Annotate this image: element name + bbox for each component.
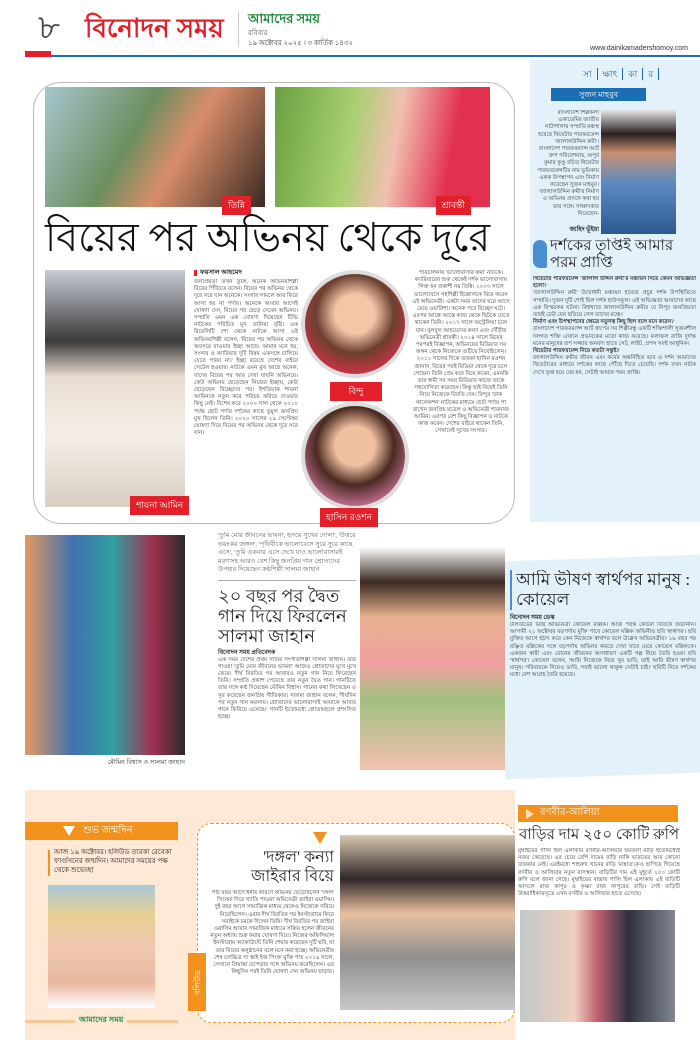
page-number: ৮	[38, 9, 61, 47]
photo-rebecca	[48, 885, 155, 1008]
salma-caption: মৌমিন বিশ্বাস ও সালমা জাহান	[107, 759, 185, 766]
lead-body-col1: জনপ্রিয়তা তখন তুঙ্গে, অনেক অভিনয়শিল্পী বিয়ের পিঁড়িতে বসেন। বিয়ের পর অভিনয় থেকে দূরে সরে যান অনেকে। সংসার সামলে আর ফিরে আসা হয় না পর্দায়। অনেকে আবার আগেই ঘোষণা দেন, বিয়ের পর ছেড়ে দেবেন অভিনয়। সম্প্রতি এমন এক ঘোষণা দিয়েছেন টিভি নাটকের পরিচিত মুখ তানিয়া বৃষ্টি। এক রিয়েলিটি শো থেকে নাটকে আসা এই অভিনয়শিল্পী বলেন, 'বিয়ের পর অভিনয় থেকে অবসরে যাওয়ার ইচ্ছা আছে। আমার মনে হয়, সংসার ও ক্যারিয়ার দুটি বিষয় একসঙ্গে চালিয়ে যেতে পারব না।' ইচ্ছা রয়েছে দেশের বাইরে সেটেল হওয়ার। নাটকে এমন মুখ আছে অনেক, যাদের বিয়ের পর আর দেখা যায়নি অভিনয়ে। কেউ অভিনয় ছেড়েছেন নিজের ইচ্ছায়, কেউ ছেড়েছেন বিচ্ছেদের পর। ইশতিয়াক শায়না আমিনকে নতুন করে পরিচয় করিয়ে দেওয়ার কিছু নেই। বিশেষ করে ২০০০ সাল থেকে ২০১০ পর্যন্ত ছোট পর্দার দর্শকের কাছে তুমুল জনপ্রিয় মুখ ছিলেন তিনি। ২০২০ সালের ২৯ সেপ্টেম্বর ঘোষণা দিয়ে বিয়ের পর অভিনয় থেকে দূরে সরে যান।	[194, 279, 298, 437]
interview-main	[533, 238, 696, 520]
photo-hasin	[301, 402, 409, 510]
lead-byline-row	[194, 268, 298, 277]
header-red-block	[25, 51, 51, 57]
koel-headline: আমি ভীষণ স্বার্থপর মানুষ : কোয়েল	[516, 570, 691, 609]
birthday-header	[25, 822, 178, 840]
birthday-title: শুভ জন্মদিন	[83, 824, 133, 836]
title-part: ক্ষাৎ	[598, 68, 624, 80]
rule	[218, 580, 356, 581]
triangle-icon	[313, 832, 327, 844]
label-srabonti: শ্রাবন্তী	[436, 196, 471, 215]
salma-quote: 'তুমি মোর জীবনের ভাবনা, হৃদয়ে সুখের দোলা', 'উত্তরে ভয়ংকর জঙ্গল', 'পৃথিবীকে ভালোবেসে সুরে সুরে কাছে এসে', 'তুমি একবার এসে দেখে যাও ভালোবাসারই মরণ'সহ আরও বেশ কিছু জনপ্রিয় গান শ্রোতাদের উপহার দিয়েছেন কণ্ঠশিল্পী সালমা জাহান	[218, 532, 356, 573]
header-rule	[25, 55, 700, 57]
play-icon	[526, 809, 534, 819]
date: ১৯ অক্টোবর ২০২৫ । ৩ কার্তিক ১৪৩২	[248, 39, 353, 47]
photo-shayna	[45, 270, 185, 507]
paper-name: আমাদের সময়	[248, 11, 321, 26]
lead-body-col2: পরিচালনায় 'ভালোবাসার কথা' নাটকে। ক্যারিয়ারের শুরু থেকেই দর্শক ভালোবাসায় সিক্ত হন প্রকাশী নয় তিন্নি। ২০০৩ সালে ভালোবেসে সহশিল্পী হিল্লোলকে বিয়ে করেন এই অভিনেত্রী। একটা সময় তাদের ঘরে আসে মেয়ে ওয়ারিশা। অনেক পরে বিচ্ছেদ ঘটে। এরপর আস্তে আস্তে কাজ থেকে ছিটকে যেতে থাকেন তিনি। ২০১৭ সালে অস্ট্রেলিয়া চলে যান। বুলবুল আহমেদের কন্যা এবং দৌঁড়ীর অভিনেত্রী শ্রাবন্তী। ২০১৪ সালে বিয়ের পরপরই বিজ্ঞাপন, অভিনয়ের মিডিয়ার সব অঙ্গন থেকে নিজেকে গুটিয়ে নিয়েছিলেন। ২০১১ সালের দিকে তারকা হাসিন রওশন জানান, বিয়ের পরই মিডিয়া থেকে দূরে চলে গেছেন। তিনি প্রেম করে বিয়ে করেন, এমনকি তার স্বামী সব সময় মিডিয়ার কাজে তাকে সহযোগিতা করেছেন। কিন্তু ছাই বিয়েই তিনি নিয়ে নিজেকে বিরতি দেন। বিন্দুর 'ডাক কালেকশন' নাটকের মাধ্যমে ছোট পর্দায় পা রাখেন জনপ্রিয় মডেল ও অভিনেত্রী শাবনাজ আমিন। এরপর বেশ কিছু বিজ্ঞাপন ও নাটকে কাজ করেন। দেশের বাইরে থাকেন তিনি, সেখানেই সুখের সংসার।	[412, 270, 510, 435]
ranbir-headline: বাড়ির দাম ২৫০ কোটি রুপি	[518, 827, 680, 843]
birthday-paper-logo: আমাদের সময়	[75, 1014, 127, 1025]
interview-section-title	[578, 68, 659, 80]
day: রবিবার	[248, 29, 268, 37]
zaira-body: পাঁচ বছর আগে ধর্মীয় কারণে অভিনয় ছেড়েছিলেন 'দঙ্গল' সিনেমা দিয়ে খ্যাতি পাওয়া অভিনেত্রী জাইরা ওয়াসিম। দুই বছর আগে সামাজিক মাধ্যম থেকেও নিজেকে সরিয়ে নিয়েছিলেন। এবার দীর্ঘ বিরতির পর ইনস্টাগ্রামে ফিরে সবাইকে চমকে দিলেন তিনি। দীর্ঘ বিরতির পর জাইরা ওয়াসিম আবার সামাজিক মাধ্যমে সক্রিয় হলেন জীবনের নতুন অধ্যায় শুরু করার ঘোষণা দিয়ে। নিজের অফিসিয়াল ইনস্টাগ্রাম অ্যাকাউন্টে তিনি শেয়ার করেছেন দুটি ছবি, যা তার বিয়ের অনুষ্ঠানের বলে মনে করা হচ্ছে। অভিনেত্রীর শেষ চলচ্চিত্র 'দ্য স্কাই ইজ পিংক' মুক্তি পায় ২০১৯ সালে, সেখানে প্রিয়াঙ্কা চোপড়ার সঙ্গে অভিনয় করেছিলেন। এর কিছুদিন পরই তিনি ঘোষণা দেন অভিনয় ছাড়ার।	[210, 890, 334, 976]
interviewer: জাহিদ ভূঁইয়া	[569, 227, 599, 233]
salma-story	[218, 532, 356, 756]
zaira-headline: 'দঙ্গল' কন্যা জাইরার বিয়ে	[251, 849, 334, 885]
website-link[interactable]: www.dainikamadershomoy.com	[590, 45, 688, 52]
bollywood-tab-label: বলিউড	[192, 969, 202, 995]
ranbir-story	[518, 825, 680, 905]
label-shayna: শায়না আমিন	[130, 496, 189, 515]
birthday-accent	[48, 850, 50, 876]
byline-marker	[194, 270, 197, 276]
interview-headline: দর্শকের তৃপ্তিই আমার পরম প্রাপ্তি	[550, 238, 674, 271]
title-part: র	[643, 68, 659, 80]
title-part: কা	[623, 68, 643, 80]
answer: 'জালালউদ্দিন রুমী' উদ্বোধনী মঞ্চায়ন হয়েছে প্রচুর দর্শক উপস্থিতিতে সম্প্রতি। দুজন দুটি শোই ছিল দর্শক হাউসফুল। এই অভিজ্ঞতা আমাদের কাছে এক বিস্ময়কর ঘটনা। বিশ্বখ্যাত জালালউদ্দিন রুমীর যে নিগূঢ় জনপ্রিয়তা তারই ঢেউ যেন ছড়িয়ে গেল তাদের মঞ্চে।	[533, 290, 696, 319]
ranbir-body: মুম্বাইয়ের পালি হিল এলাকায় রণবীর-আলিয়ার ছয়তলা বাড়ি ইতোমধ্যেই নজর কেড়েছে। এর চেয়ে বেশি দামের বাড়ি নাকি ভারতের আর কোনো তারকার নেই। এরইমধ্যে শাহরুখ খানের বাড়ি 'মান্নাত'কেও ছাপিয়ে গিয়েছে রণবীর ও আলিয়ার নতুন বাসস্থান। বাড়িটির দাম এই মুহূর্তে ২৫০ কোটি রুপি বলে জানা গেছে। মুম্বাইয়ের বান্দ্রার পালি হিল এলাকায় এই বাড়িটি আসলে রাজ কাপুর ও কৃষ্ণা রাজ কাপুরের বাড়ি। সেই বাড়িটি উত্তরাধিকারসূত্রে এখন রণবীর ও আলিয়ার হাতে এসেছে।	[518, 848, 680, 898]
divider	[238, 12, 239, 47]
ranbir-header	[518, 805, 678, 822]
salma-byline: বিনোদন সময় প্রতিবেদক	[218, 649, 276, 656]
answer: বাংলাদেশ পারফরম্যান্স আর্ট গ্রুপের সব শিল্পীবন্ধু একটি শক্তিশালী সুজনশীল দলগত শক্তি এখানে প্রভাবকের মতো কাজ করেছে। ফলাফল রাজি দুর্দান্ত মনের মানুষের রূপ সজ্জার অনবদ্য হাতে সেট, লাইট, প্রপস সবই আধুনিক।	[533, 326, 696, 347]
label-bindu: বিন্দু	[330, 382, 382, 401]
photo-ranbir-alia	[520, 910, 675, 1022]
interview-body	[533, 276, 696, 520]
photo-tinni	[45, 87, 265, 207]
photo-salma-moumin	[25, 535, 185, 755]
lead-col1	[194, 268, 298, 520]
zaira-story	[210, 848, 334, 1018]
bollywood-tab	[188, 953, 206, 1011]
salma-headline: ২০ বছর পর দ্বৈত গান দিয়ে ফিরলেন সালমা জাহান	[218, 585, 347, 646]
photo-bindu	[301, 270, 409, 378]
interview-intro: বাংলাদেশ শিল্পকলা একাডেমির জাতীয় নাট্যশালায় সম্প্রতি মঞ্চস্থ হয়েছে থিয়েটার পারফরমেন্স 'জালালউদ্দিন রুমী'। বাংলাদেশ পারফরম্যান্স আর্ট গ্রুপ পরিবেশনায়, অপূর্ব কুমার কুণ্ডু রচিত থিয়েটার পারফরমেন্সটির নাম ভূমিকায় একক উপস্থাপন এবং নির্মাণ করেছেন সুজন মাহবুব। 'জালালউদ্দিন রুমী'র নির্মাণ ও অভিনয় প্রসঙ্গে কথা হয় তার সঙ্গে। সাক্ষাৎকার নিয়েছেন-	[537, 110, 599, 217]
photo-sujon	[601, 109, 676, 234]
title-part: সা	[578, 68, 598, 80]
koel-story	[510, 570, 696, 773]
koel-accent-bar	[510, 570, 512, 610]
photo-zaira	[340, 835, 515, 1010]
koel-body: টলিউডের মিষ্টি অভিনেত্রী কোয়েল মল্লিক। আজ পর্যন্ত কোনো বিতর্কে জড়াননি। আগামী ২১ অক্টোবর বড়পর্দায় মুক্তি পাবে কোয়েল মল্লিক অভিনীত ছবি 'স্বার্থপর'। ছবি মুক্তির আগে হঠাৎ করে কেন নিজেকে স্বার্থপর বলে উল্লেখ অভিনেত্রীর? ১৬ বছর পর রঞ্জিত মল্লিকের সঙ্গে বড়পর্দায় অভিনয় করতে দেখা যাবে মেয়ে কোয়েল মল্লিককে। একজন স্বামী এবং বোনের জীবনের অসাধারণ একটি গল্প নিয়ে তৈরি হওয়া ছবি 'স্বার্থপর'। কোয়েল বলেন, 'আমি নিজেকে নিয়ে খুব ভাবি, তাই আমি ভীষণ স্বার্থপর মানুষ। পরিবারকে নিয়েও ভাবি, সবাই ভালো থাকুক সেটাই চাই।' ছবিটি নিয়ে দর্শকের মধ্যে বেশ আগ্রহ তৈরি হয়েছে।	[510, 622, 696, 679]
section-logo: বিনোদন সময়	[85, 13, 224, 43]
koel-headline-row	[510, 570, 696, 610]
question: নির্মাণ এবং উপস্থাপনের ক্ষেত্রে নতুনত্ব কিছু ছিল বলে মনে করেন?	[533, 319, 675, 326]
interviewee-name: সুজন মাহবুব	[551, 88, 646, 101]
lead-byline: ফয়সাল আহমেদ	[200, 269, 242, 276]
quote-mark-icon	[533, 240, 547, 268]
question: থিয়েটার পারফরমেন্স 'জালাল উদ্দিন রুমী'র মঞ্চায়ন নিয়ে কেমন অভিজ্ঞতা হলো?	[533, 276, 696, 290]
interview-intro-col	[536, 110, 599, 234]
ranbir-section: রণবীর-আলিয়া	[540, 807, 600, 818]
photo-srabonti	[275, 87, 490, 207]
salma-body: এক সময় দেশের প্রথম সারির সংগীতশিল্পী সালমা জাহান। তার গাওয়া 'তুমি মোর জীবনের ভাবনা' আজও শ্রোতাদের মুখে মুখে ফেরে। দীর্ঘ বিরতির পর আবারও নতুন গান নিয়ে ফিরেছেন তিনি। সম্প্রতি প্রকাশ পেয়েছে তার নতুন দ্বৈত গান। গানটিতে তার সঙ্গে কণ্ঠ দিয়েছেন মৌমিন বিশ্বাস। গানের কথা লিখেছেন ও সুর করেছেন জনপ্রিয় গীতিকার। সালমা জাহান বলেন, 'দীর্ঘদিন পর নতুন গান করলাম। শ্রোতাদের ভালোবাসাই আমাকে আবার গানে ফিরিয়ে এনেছে।' গানটি ইতোমধ্যে শ্রোতামহলে প্রশংসিত হচ্ছে।	[218, 656, 356, 721]
label-tinni: তিন্নি	[222, 196, 251, 215]
koel-byline: বিনোদন সময় ডেস্ক	[510, 615, 555, 621]
answer: জালালউদ্দিন রুমীর জীবন এবং কর্মের অন্তর্নিহিত ভাব ও দর্শন আমাদের থিয়েটারের মাধ্যমে দর্শকের কাছে পৌঁছে দিতে চেয়েছি। দর্শক যখন নাটক দেখে তৃপ্ত হয়ে বের হন, সেটাই আমার পরম প্রাপ্তি।	[533, 355, 696, 376]
lead-headline: বিয়ের পর অভিনয় থেকে দূরে	[45, 215, 491, 260]
question: থিয়েটার পারফরমেন্স নিয়ে কতটা সন্তুষ্ট?	[533, 348, 620, 355]
triangle-icon	[63, 826, 75, 836]
label-hasin: হাসিন রওশন	[320, 508, 378, 527]
interview-headline-row	[533, 238, 696, 272]
photo-koel	[360, 535, 505, 770]
birthday-text: আজ ১৯ অক্টোবর। হলিউড তারকা রেবেকা ফার্গুসনের জন্মদিন। আমাদের সময়ের পক্ষ থেকে শুভেচ্ছা	[54, 848, 172, 874]
